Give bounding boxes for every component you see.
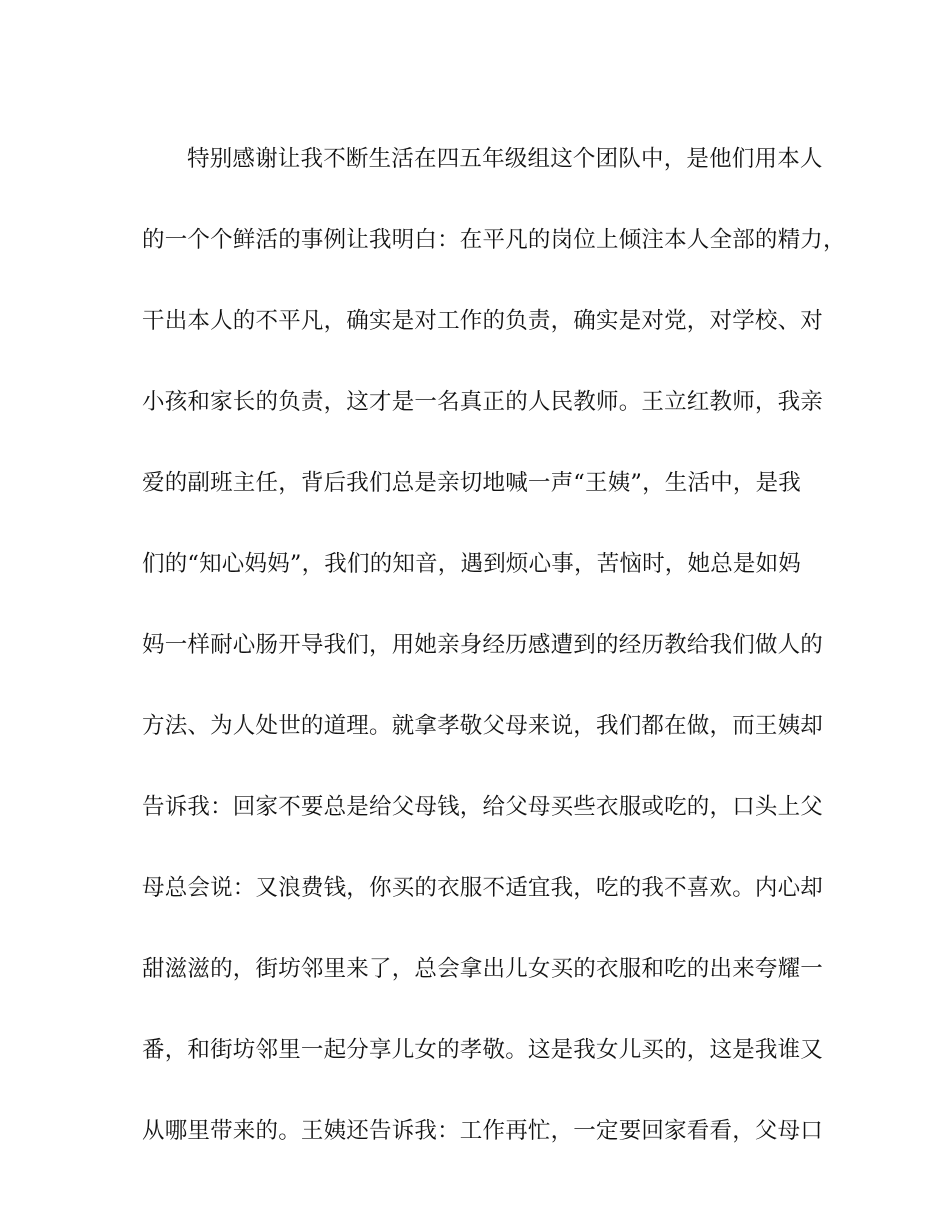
body-paragraph (142, 138, 846, 1191)
paragraph-line: 们的“知心妈妈”，我们的知音，遇到烦心事，苦恼时，她总是如妈 (142, 551, 802, 577)
paragraph-line: 甜滋滋的，街坊邻里来了，总会拿出儿女买的衣服和吃的出来夸耀一 (142, 956, 824, 982)
paragraph-line: 告诉我：回家不要总是给父母钱，给父母买些衣服或吃的，口头上父 (142, 794, 824, 820)
paragraph-line: 干出本人的不平凡，确实是对工作的负责，确实是对党，对学校、对 (142, 308, 824, 334)
paragraph-line: 爱的副班主任，背后我们总是亲切地喊一声“王姨”，生活中，是我 (142, 470, 802, 496)
paragraph-line: 番，和街坊邻里一起分享儿女的孝敬。这是我女儿买的，这是我谁又 (142, 1037, 824, 1063)
paragraph-line: 小孩和家长的负责，这才是一名真正的人民教师。王立红教师，我亲 (142, 389, 824, 415)
paragraph-line: 从哪里带来的。王姨还告诉我：工作再忙，一定要回家看看，父母口 (142, 1118, 824, 1144)
paragraph-line: 母总会说：又浪费钱，你买的衣服不适宜我，吃的我不喜欢。内心却 (142, 875, 824, 901)
paragraph-line: 方法、为人处世的道理。就拿孝敬父母来说，我们都在做，而王姨却 (142, 713, 824, 739)
paragraph-line: 的一个个鲜活的事例让我明白：在平凡的岗位上倾注本人全部的精力， (142, 227, 846, 253)
paragraph-line: 特别感谢让我不断生活在四五年级组这个团队中，是他们用本人 (187, 146, 823, 172)
paragraph-line: 妈一样耐心肠开导我们，用她亲身经历感遭到的经历教给我们做人的 (142, 632, 824, 658)
